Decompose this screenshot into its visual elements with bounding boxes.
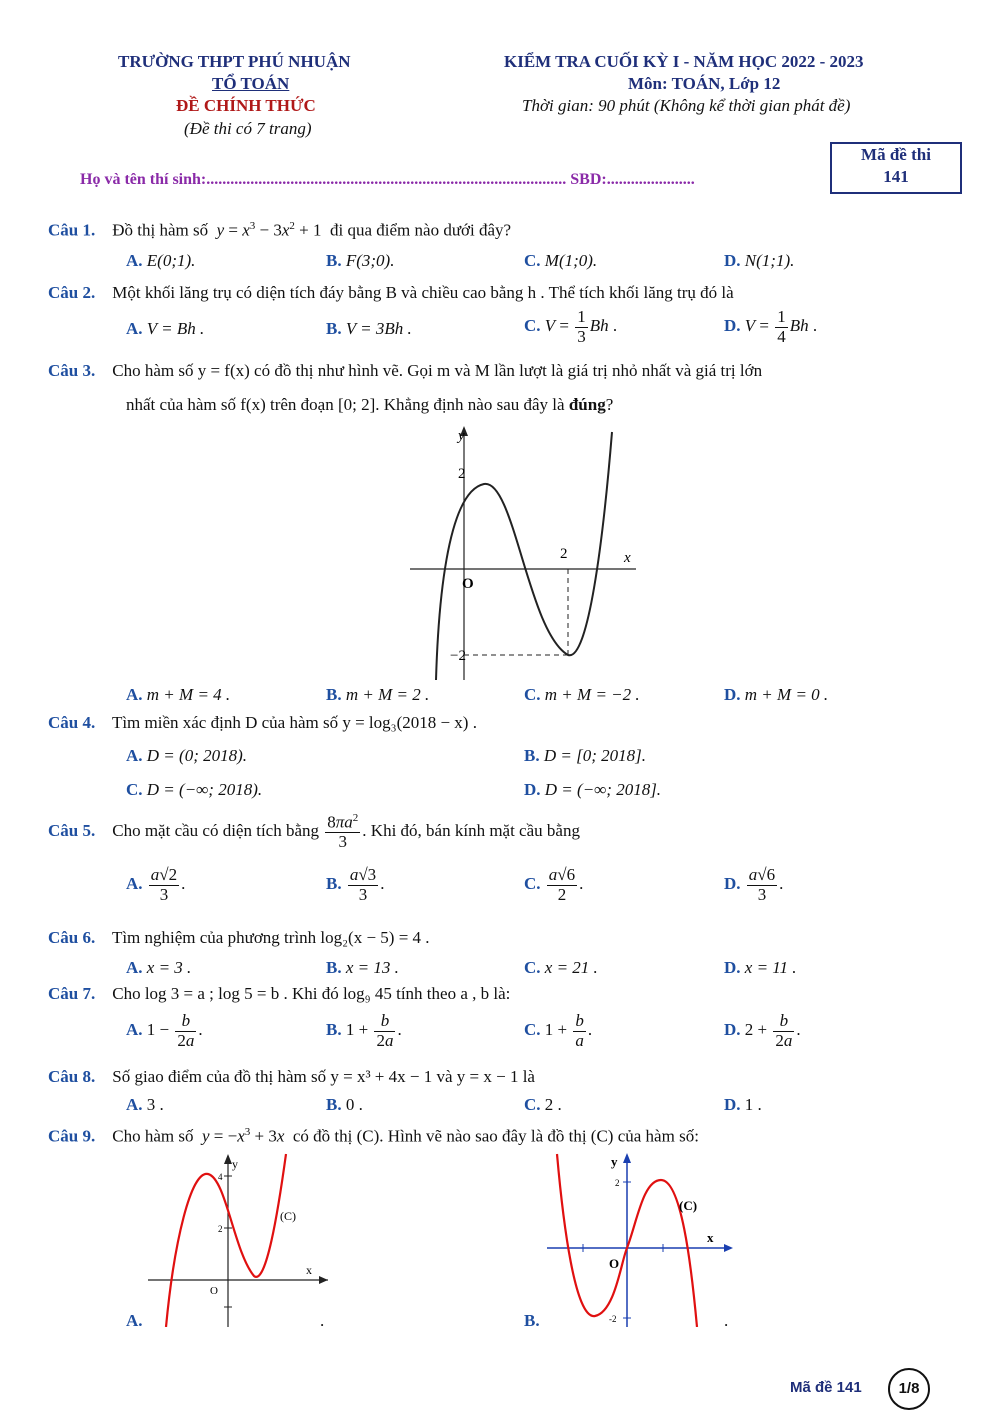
q8-option-a[interactable]: A. 3 .	[126, 1095, 164, 1114]
question-text: Một khối lăng trụ có diện tích đáy bằng B và chiều cao bằng h . Thể tích khối lăng trụ đó là	[112, 283, 734, 302]
q4-option-b[interactable]: B. D = [0; 2018].	[524, 746, 646, 765]
question-text: Đồ thị hàm số	[112, 220, 209, 240]
q5-option-a[interactable]: A. $\frac{a√2}{3}$ .	[126, 865, 186, 904]
q3-option-d[interactable]: D. m + M = 0 .	[724, 685, 829, 704]
exam-title: KIỂM TRA CUỐI KỲ I - NĂM HỌC 2022 - 2023	[504, 52, 864, 71]
q5-option-d[interactable]: D. $\frac{a√6}{3}$ .	[724, 865, 784, 904]
q9a-two: 2	[218, 1224, 223, 1234]
q9b-two: 2	[615, 1178, 620, 1188]
subject-line: Môn: TOÁN, Lớp 12	[628, 74, 781, 93]
q1-option-b[interactable]: B. F(3;0).	[326, 251, 395, 270]
q3-option-c[interactable]: C. m + M = −2 .	[524, 685, 640, 704]
q9b-y-label: y	[611, 1154, 618, 1169]
question-9: Câu 9. Cho hàm số $y = -x^3 + 3x$ có đồ thị (C). Hình vẽ nào sao đây là đồ thị (C) của hàm số:	[48, 1126, 699, 1146]
q2-option-b[interactable]: B. V = 3Bh .	[326, 319, 412, 338]
student-line: Họ và tên thí sinh:.......................................................................................... SBD:......................	[80, 171, 695, 188]
official-label: ĐỀ CHÍNH THỨC	[176, 96, 316, 115]
exam-code-value: 141	[883, 167, 909, 186]
q2-option-d[interactable]: D. V = $\frac{1}{4}$ Bh .	[724, 307, 818, 346]
q9-option-b[interactable]: B.	[524, 1311, 540, 1330]
q9a-curve	[166, 1154, 286, 1327]
q3-y-label: y	[458, 428, 465, 444]
question-5: Câu 5. Cho mặt cầu có diện tích bằng $\frac{8\pi a^2}{3}$ . Khi đó, bán kính mặt cầu bằng	[48, 812, 580, 852]
pages-note: (Đề thi có 7 trang)	[184, 119, 312, 138]
question-number: Câu 2.	[48, 283, 96, 302]
q6-option-b[interactable]: B. x = 13 .	[326, 958, 399, 977]
q4-option-d[interactable]: D. D = (−∞; 2018].	[524, 780, 662, 799]
q7-option-b[interactable]: B. 1 + $\frac{b}{2a}$ .	[326, 1011, 402, 1050]
question-text: Cho hàm số y = f(x) có đồ thị như hình vẽ. Gọi m và M lần lượt là giá trị nhỏ nhất và giá trị lớn	[112, 361, 763, 380]
q9a-four: 4	[218, 1172, 223, 1182]
question-number: Câu 9.	[48, 1126, 96, 1146]
q9b-neg-two: -2	[609, 1314, 617, 1324]
q2-option-c[interactable]: C. V = $\frac{1}{3}$ Bh .	[524, 307, 618, 346]
q5-option-b[interactable]: B. $\frac{a√3}{3}$ .	[326, 865, 385, 904]
question-text-end: có đồ thị (C). Hình vẽ nào sao đây là đồ thị (C) của hàm số:	[292, 1126, 699, 1146]
question-1: Câu 1. Đồ thị hàm số $y = x^3 - 3x^2 + 1$ đi qua điểm nào dưới đây?	[48, 220, 512, 240]
question-text: Cho hàm số	[112, 1126, 194, 1146]
q3-label-2-top: 2	[458, 466, 466, 482]
q9b-origin: O	[609, 1256, 620, 1271]
question-number: Câu 6.	[48, 928, 96, 947]
page-number: 1/8	[888, 1368, 930, 1410]
q9-option-b-dot: .	[724, 1311, 729, 1330]
q7-option-c[interactable]: C. 1 + $\frac{b}{a}$ .	[524, 1011, 593, 1050]
q9-option-a-dot: .	[320, 1311, 325, 1330]
question-text: Cho mặt cầu có diện tích bằng	[112, 820, 320, 840]
question-6	[48, 928, 430, 948]
exam-code-label: Mã đề thi	[861, 145, 931, 164]
question-number: Câu 1.	[48, 220, 96, 240]
q4-option-c[interactable]: C. D = (−∞; 2018).	[126, 780, 263, 799]
question-text: Số giao điểm của đồ thị hàm số y = x³ + 4x − 1 và y = x − 1 là	[112, 1067, 535, 1086]
q3-option-a[interactable]: A. m + M = 4 .	[126, 685, 231, 704]
q7-option-a[interactable]: A. 1 − $\frac{b}{2a}$ .	[126, 1011, 203, 1050]
q3-label-2-x: 2	[560, 546, 568, 562]
time-line: Thời gian: 90 phút (Không kể thời gian phát đề)	[522, 96, 851, 115]
footer-code: Mã đề 141	[790, 1379, 862, 1396]
q8-option-d[interactable]: D. 1 .	[724, 1095, 762, 1114]
q3-option-b[interactable]: B. m + M = 2 .	[326, 685, 430, 704]
q3-label-neg2: −2	[450, 648, 466, 664]
department: TỔ TOÁN	[212, 74, 290, 93]
question-text: Cho log 3 = a ; log 5 = b . Khi đó log₉ 45 tính theo a , b là:	[112, 984, 511, 1003]
question-number: Câu 8.	[48, 1067, 96, 1086]
q3-graph	[408, 422, 638, 684]
question-4	[48, 713, 477, 733]
q8-option-c[interactable]: C. 2 .	[524, 1095, 562, 1114]
q9a-c-label: (C)	[280, 1209, 296, 1223]
q6-option-d[interactable]: D. x = 11 .	[724, 958, 797, 977]
q9a-y-label: y	[232, 1157, 238, 1171]
question-3	[48, 361, 762, 381]
q9-graph-b	[545, 1152, 735, 1327]
q3-x-label: x	[624, 550, 631, 566]
question-text-end: . Khi đó, bán kính mặt cầu bằng	[362, 820, 580, 840]
question-number: Câu 3.	[48, 361, 96, 380]
q9b-c-label: (C)	[679, 1198, 698, 1213]
q3-origin-label: O	[462, 576, 474, 592]
q9-option-a[interactable]: A.	[126, 1311, 143, 1330]
question-text-end: đi qua điểm nào dưới đây?	[330, 220, 512, 240]
q4-option-a[interactable]: A. D = (0; 2018).	[126, 746, 248, 765]
q1-option-d[interactable]: D. N(1;1).	[724, 251, 795, 270]
q1-option-c[interactable]: C. M(1;0).	[524, 251, 598, 270]
q6-option-c[interactable]: C. x = 21 .	[524, 958, 598, 977]
school-name: TRƯỜNG THPT PHÚ NHUẬN	[118, 52, 351, 71]
q7-option-d[interactable]: D. 2 + $\frac{b}{2a}$ .	[724, 1011, 801, 1050]
q9a-origin: O	[210, 1285, 218, 1297]
question-number: Câu 7.	[48, 984, 96, 1003]
question-2	[48, 283, 734, 303]
q6-option-a[interactable]: A. x = 3 .	[126, 958, 192, 977]
question-text: Tìm nghiệm của phương trình log₂(x − 5) = 4 .	[111, 928, 430, 947]
q9b-x-label: x	[707, 1230, 714, 1245]
q1-option-a[interactable]: A. E(0;1).	[126, 251, 196, 270]
q5-option-c[interactable]: C. $\frac{a√6}{2}$ .	[524, 865, 584, 904]
q2-option-a[interactable]: A. V = Bh .	[126, 319, 205, 338]
q9-graph-a	[146, 1152, 331, 1327]
q9a-x-label: x	[306, 1263, 312, 1277]
question-8	[48, 1067, 535, 1087]
exam-code-box	[830, 142, 962, 194]
question-text: Tìm miền xác định D của hàm số y = log₃(2018 − x) .	[111, 713, 477, 732]
question-7	[48, 984, 510, 1004]
q8-option-b[interactable]: B. 0 .	[326, 1095, 363, 1114]
question-3-line2: nhất của hàm số f(x) trên đoạn [0; 2]. Khẳng định nào sau đây là đúng?	[126, 395, 614, 414]
question-number: Câu 4.	[48, 713, 96, 732]
question-number: Câu 5.	[48, 820, 96, 840]
